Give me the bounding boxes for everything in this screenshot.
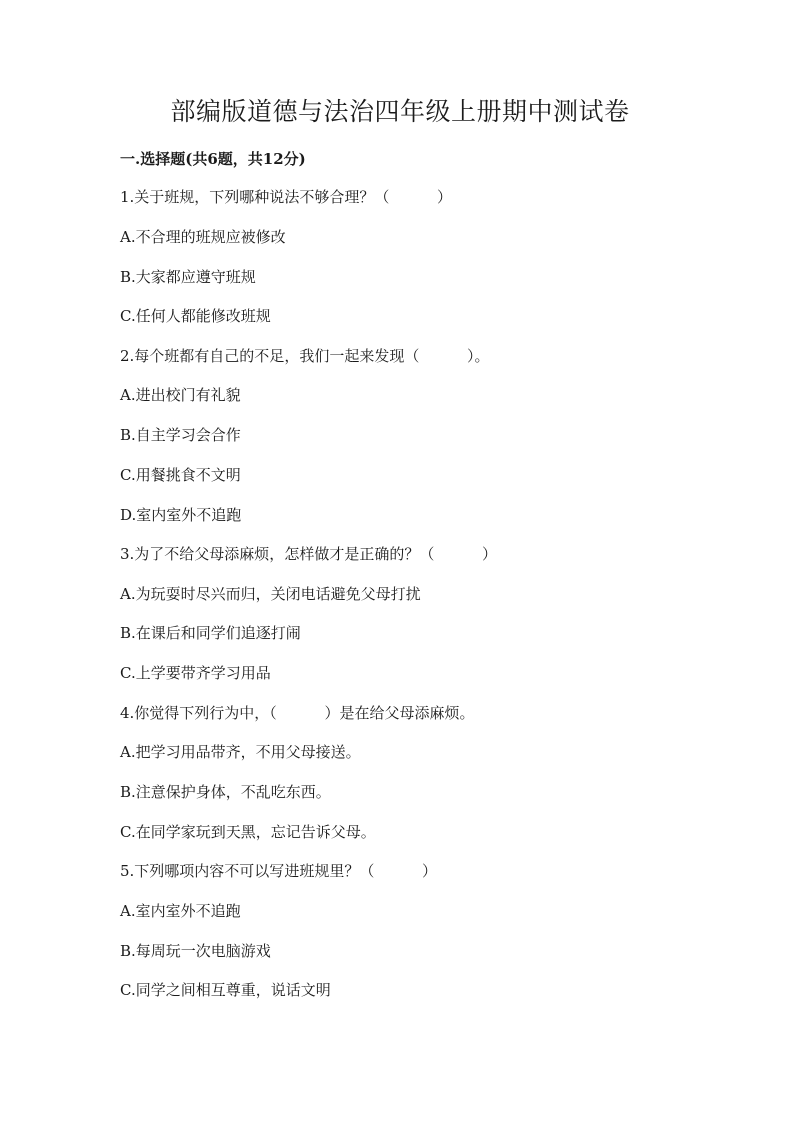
question-2-option-d: D.室内室外不追跑	[120, 506, 242, 524]
question-1-option-c: C.任何人都能修改班规	[120, 307, 271, 325]
section-heading: 一.选择题(共6题，共12分)	[120, 150, 306, 168]
question-2-option-c: C.用餐挑食不文明	[120, 466, 241, 484]
question-3-stem: 3.为了不给父母添麻烦，怎样做才是正确的？（ ）	[120, 545, 497, 563]
question-4-option-b: B.注意保护身体，不乱吃东西。	[120, 783, 331, 801]
question-5-option-a: A.室内室外不追跑	[120, 902, 241, 920]
question-1-option-b: B.大家都应遵守班规	[120, 268, 256, 286]
question-3-option-c: C.上学要带齐学习用品	[120, 664, 271, 682]
question-5-option-b: B.每周玩一次电脑游戏	[120, 942, 271, 960]
question-2-stem: 2.每个班都有自己的不足，我们一起来发现（ ）。	[120, 347, 490, 365]
page-title: 部编版道德与法治四年级上册期中测试卷	[170, 97, 630, 126]
question-1-option-a: A.不合理的班规应被修改	[120, 228, 286, 246]
question-5-stem: 5.下列哪项内容不可以写进班规里？（ ）	[120, 862, 437, 880]
question-3-option-b: B.在课后和同学们追逐打闹	[120, 624, 301, 642]
question-3-option-a: A.为玩耍时尽兴而归，关闭电话避免父母打扰	[120, 585, 421, 603]
question-2-option-b: B.自主学习会合作	[120, 426, 241, 444]
question-2-option-a: A.进出校门有礼貌	[120, 386, 241, 404]
question-5-option-c: C.同学之间相互尊重，说话文明	[120, 981, 331, 999]
question-1-stem: 1.关于班规，下列哪种说法不够合理？（ ）	[120, 188, 452, 206]
question-4-option-c: C.在同学家玩到天黑，忘记告诉父母。	[120, 823, 376, 841]
question-4-stem: 4.你觉得下列行为中，（ ）是在给父母添麻烦。	[120, 704, 475, 722]
question-4-option-a: A.把学习用品带齐，不用父母接送。	[120, 743, 361, 761]
